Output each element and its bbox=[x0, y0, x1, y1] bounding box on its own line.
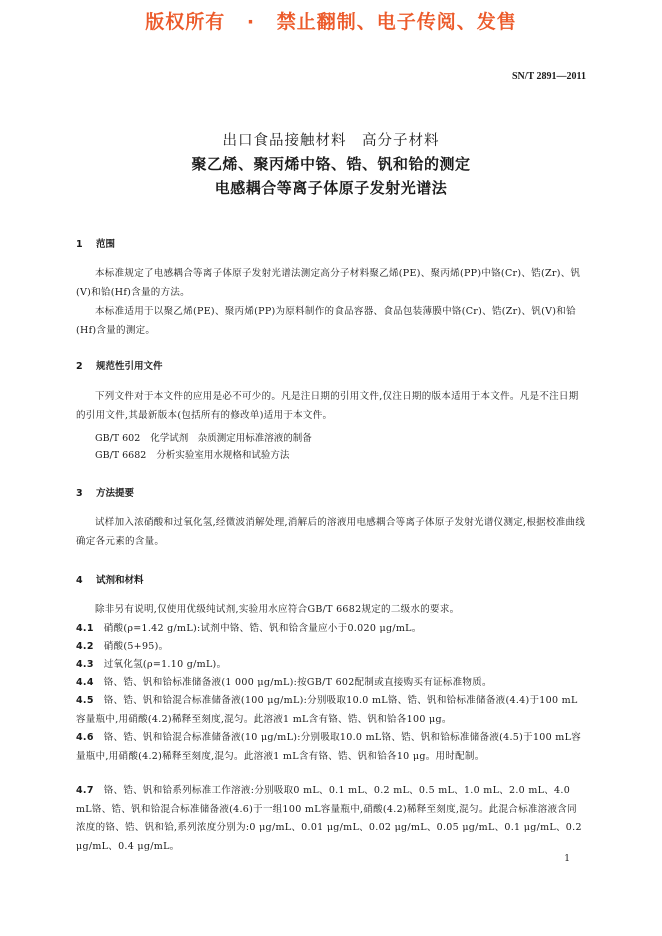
item-number: 4.6 bbox=[76, 732, 94, 743]
reagent-item-4-2 bbox=[76, 638, 586, 657]
section-1-paragraph-2: 本标准适用于以聚乙烯(PE)、聚丙烯(PP)为原料制作的食品容器、食品包装薄膜中铬(Cr)、锆(Zr)、钒(V)和铪(Hf)含量的测定。 bbox=[76, 306, 576, 336]
section-3-paragraph-1: 试样加入浓硝酸和过氧化氢,经微波消解处理,消解后的溶液用电感耦合等离子体原子发射光谱仪测定,根据校准曲线确定各元素的含量。 bbox=[76, 517, 586, 547]
reagent-item-4-7 bbox=[76, 782, 586, 856]
section-2-paragraph-1: 下列文件对于本文件的应用是必不可少的。凡是注日期的引用文件,仅注日期的版本适用于本文件。凡是不注日期的引用文件,其最新版本(包括所有的修改单)适用于本文件。 bbox=[76, 391, 579, 421]
item-text: 铬、锆、钒和铪混合标准储备液(100 μg/mL):分别吸取10.0 mL铬、锆、钒和铪标准储备液(4.4)于100 mL容量瓶中,用硝酸(4.2)稀释至刻度,混匀。此溶液1 mL含有铬、锆、钒和铪各100 μg。 bbox=[76, 695, 578, 725]
document-number: SN/T 2891—2011 bbox=[512, 71, 586, 82]
item-text: 铬、锆、钒和铪系列标准工作溶液:分别吸取0 mL、0.1 mL、0.2 mL、0.5 mL、1.0 mL、2.0 mL、4.0 mL铬、锆、钒和铪混合标准储备液(4.6)于一组100 mL容量瓶中,硝酸(4.2)稀释至刻度,混匀。此混合标准溶液含同浓度的铬、锆、钒和铪,系列浓度分别为:0 μg/mL、0.01 μg/mL、0.02 μg/mL、0.05 μg/mL、0.1 μg/mL、0.2 μg/mL、0.4 μg/mL。 bbox=[76, 785, 582, 852]
section-3-heading bbox=[76, 485, 134, 499]
section-number: 4 bbox=[76, 575, 83, 586]
watermark-banner: 版权所有 · 禁止翻制、电子传阅、发售 bbox=[145, 11, 517, 33]
item-text: 铬、锆、钒和铪标准储备液(1 000 μg/mL):按GB/T 602配制或直接购买有证标准物质。 bbox=[103, 677, 492, 688]
reagent-item-4-4 bbox=[76, 674, 586, 693]
item-number: 4.4 bbox=[76, 677, 94, 688]
section-1-heading bbox=[76, 236, 115, 250]
title-line-1: 出口食品接触材料 高分子材料 bbox=[222, 133, 440, 149]
reference-code: GB/T 602 bbox=[95, 433, 141, 444]
item-number: 4.1 bbox=[76, 623, 94, 634]
title-line-2: 聚乙烯、聚丙烯中铬、锆、钒和铪的测定 bbox=[191, 155, 471, 173]
item-text: 硝酸(ρ=1.42 g/mL):试剂中铬、锆、钒和铪含量应小于0.020 μg/mL。 bbox=[103, 623, 422, 634]
item-number: 4.5 bbox=[76, 695, 94, 706]
item-number: 4.3 bbox=[76, 659, 94, 670]
reference-code: GB/T 6682 bbox=[95, 450, 147, 461]
section-number: 3 bbox=[76, 488, 83, 499]
item-text: 过氧化氢(ρ=1.10 g/mL)。 bbox=[103, 659, 227, 670]
reagent-item-4-3 bbox=[76, 656, 586, 675]
title-line-3: 电感耦合等离子体原子发射光谱法 bbox=[214, 179, 448, 197]
section-title: 方法提要 bbox=[96, 488, 135, 499]
reference-title: 分析实验室用水规格和试验方法 bbox=[156, 450, 290, 461]
section-title: 范围 bbox=[96, 239, 116, 250]
page-number: 1 bbox=[564, 854, 570, 864]
section-4-intro: 除非另有说明,仅使用优级纯试剂,实验用水应符合GB/T 6682规定的二级水的要求。 bbox=[95, 604, 460, 615]
reagent-item-4-1 bbox=[76, 620, 586, 639]
section-title: 试剂和材料 bbox=[96, 575, 144, 586]
reagent-item-4-5 bbox=[76, 692, 586, 729]
section-number: 1 bbox=[76, 239, 83, 250]
reference-title: 化学试剂 杂质测定用标准溶液的制备 bbox=[150, 433, 312, 444]
section-number: 2 bbox=[76, 361, 83, 372]
section-2-heading bbox=[76, 358, 163, 372]
reference-gb-t-602 bbox=[95, 430, 312, 444]
section-title: 规范性引用文件 bbox=[96, 361, 163, 372]
reference-gb-t-6682 bbox=[95, 447, 289, 461]
section-1-paragraph-1: 本标准规定了电感耦合等离子体原子发射光谱法测定高分子材料聚乙烯(PE)、聚丙烯(PP)中铬(Cr)、锆(Zr)、钒(V)和铪(Hf)含量的方法。 bbox=[76, 268, 581, 298]
item-number: 4.2 bbox=[76, 641, 94, 652]
reagent-item-4-6 bbox=[76, 729, 586, 766]
section-4-heading bbox=[76, 572, 144, 586]
item-text: 硝酸(5+95)。 bbox=[103, 641, 169, 652]
item-text: 铬、锆、钒和铪混合标准储备液(10 μg/mL):分别吸取10.0 mL铬、锆、钒和铪标准储备液(4.5)于100 mL容量瓶中,用硝酸(4.2)稀释至刻度,混匀。此溶液1 mL含有铬、锆、钒和铪各10 μg。用时配制。 bbox=[76, 732, 582, 762]
item-number: 4.7 bbox=[76, 785, 94, 796]
